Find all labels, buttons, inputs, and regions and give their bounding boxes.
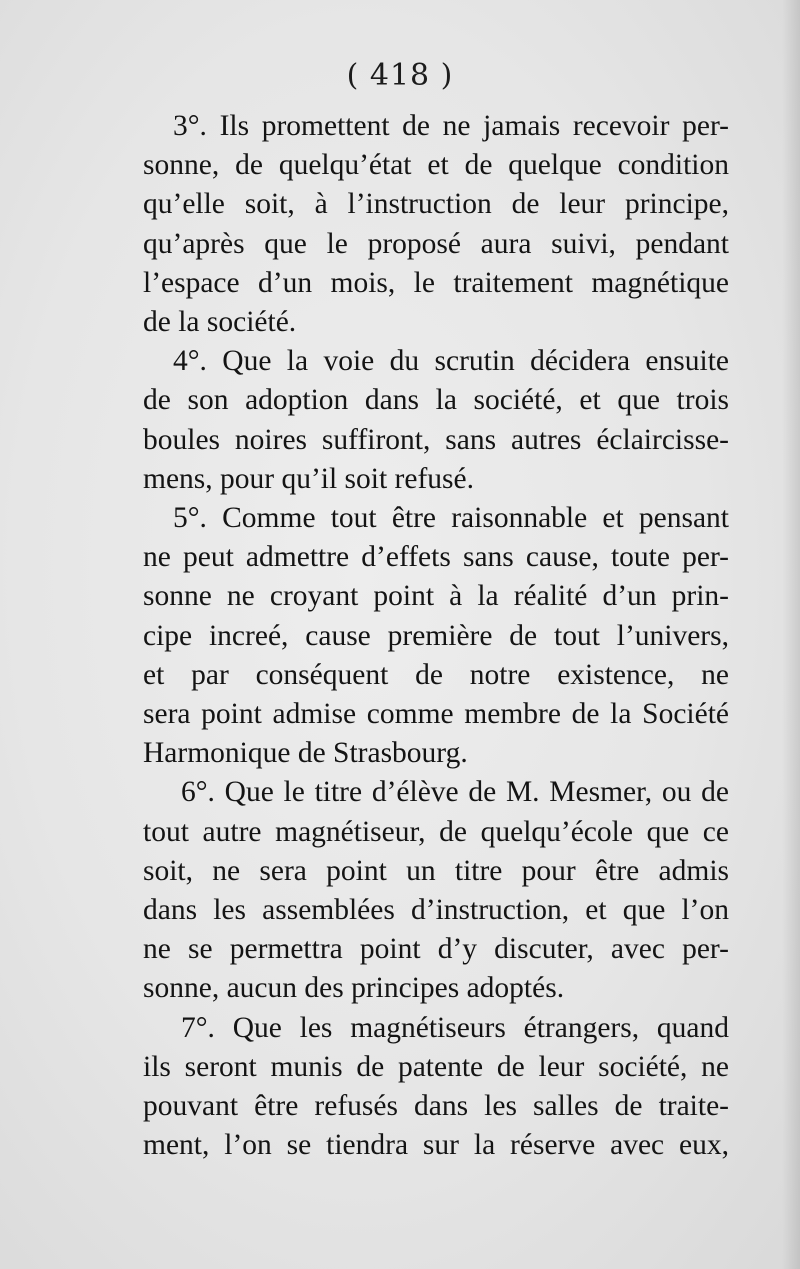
text-line: pouvant être refusés dans les salles de traite- bbox=[143, 1090, 729, 1123]
text-line: qu’après que le proposé aura suivi, pendant bbox=[143, 227, 729, 260]
text-line: soit, ne sera point un titre pour être admis bbox=[143, 854, 729, 887]
text-line: ne peut admettre d’effets sans cause, toute per- bbox=[143, 541, 729, 574]
text-line: sera point admise comme membre de la Société bbox=[143, 698, 729, 731]
text-line: Harmonique de Strasbourg. bbox=[143, 737, 468, 770]
page-number: ( 418 ) bbox=[346, 58, 454, 93]
text-line: et par conséquent de notre existence, ne bbox=[143, 658, 729, 691]
text-line: 3°. Ils promettent de ne jamais recevoir per- bbox=[173, 110, 729, 142]
text-line: de son adoption dans la société, et que trois bbox=[143, 384, 729, 417]
text-line: sonne ne croyant point à la réalité d’un prin- bbox=[143, 580, 729, 613]
text-line: 7°. Que les magnétiseurs étrangers, quand bbox=[181, 1011, 729, 1044]
text-line: cipe increé, cause première de tout l’univers, bbox=[143, 619, 729, 652]
text-line: sonne, aucun des principes adoptés. bbox=[143, 972, 565, 1005]
text-line: 5°. Comme tout être raisonnable et pensant bbox=[173, 502, 729, 535]
body-text bbox=[143, 107, 729, 1165]
text-line: dans les assemblées d’instruction, et que l’on bbox=[143, 894, 729, 927]
text-line: boules noires suffiront, sans autres éclaircisse- bbox=[143, 423, 729, 456]
page-edge-shadow bbox=[782, 0, 800, 1269]
text-line: ne se permettra point d’y discuter, avec per- bbox=[143, 933, 729, 966]
text-line: 6°. Que le titre d’élève de M. Mesmer, ou de bbox=[181, 776, 729, 809]
text-line: mens, pour qu’il soit refusé. bbox=[143, 462, 474, 495]
text-line: tout autre magnétiseur, de quelqu’école que ce bbox=[143, 815, 729, 848]
text-line: l’espace d’un mois, le traitement magnétique bbox=[143, 266, 729, 299]
text-line: qu’elle soit, à l’instruction de leur principe, bbox=[143, 188, 729, 221]
text-line: sonne, de quelqu’état et de quelque condition bbox=[143, 149, 729, 182]
text-line: 4°. Que la voie du scrutin décidera ensuite bbox=[173, 345, 729, 378]
text-line: ils seront munis de patente de leur société, ne bbox=[143, 1050, 729, 1083]
text-line: ment, l’on se tiendra sur la réserve avec eux, bbox=[143, 1129, 729, 1162]
text-line: de la société. bbox=[143, 306, 297, 339]
